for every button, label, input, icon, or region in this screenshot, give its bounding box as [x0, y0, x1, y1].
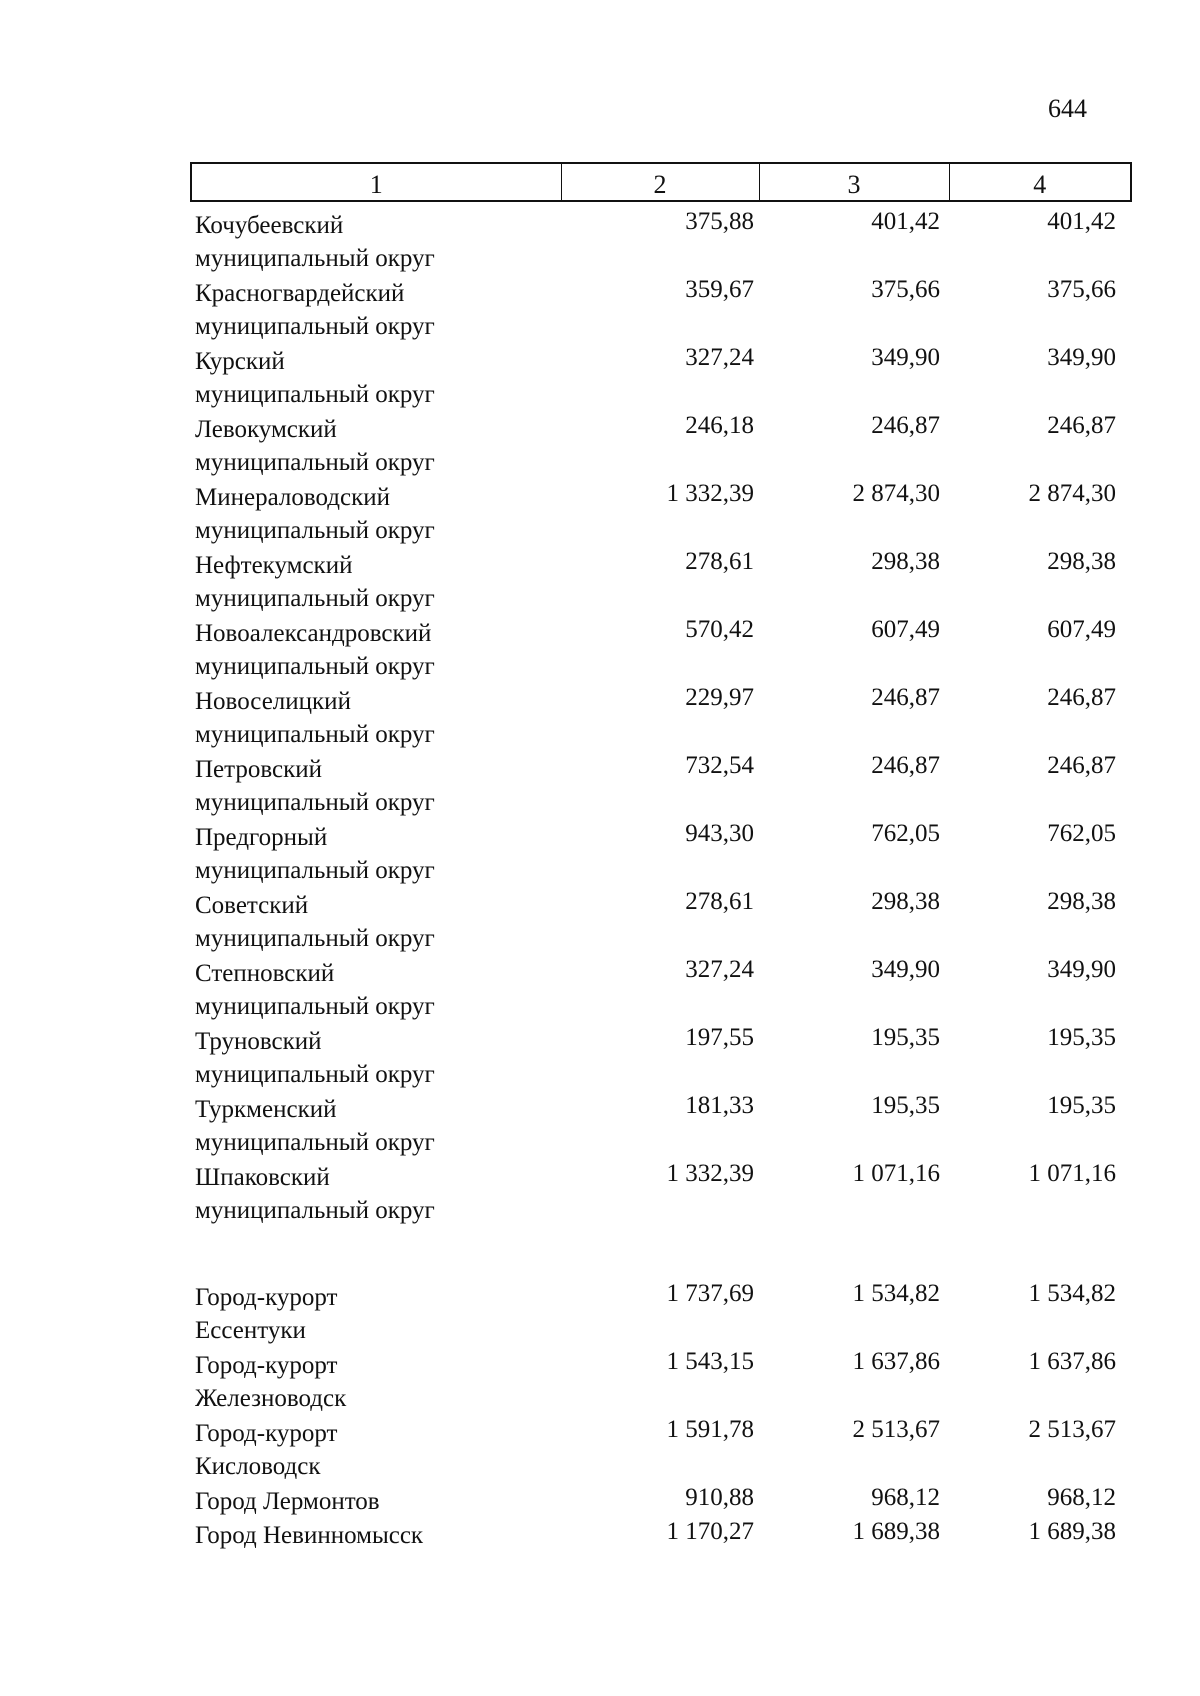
row-name-line: муниципальный округ: [195, 993, 435, 1020]
value-col-2: 327,24: [685, 956, 754, 983]
row-name-line: Ессентуки: [195, 1317, 306, 1344]
column-header-1: 1: [191, 163, 561, 201]
table-row: [0, 747, 1200, 815]
column-header-table: [190, 162, 1132, 202]
value-col-4: 401,42: [1047, 208, 1116, 235]
value-col-2: 1 170,27: [666, 1518, 754, 1545]
value-col-3: 195,35: [871, 1092, 940, 1119]
table-row: [0, 815, 1200, 883]
value-col-2: 1 737,69: [666, 1280, 754, 1307]
row-name-line: Город-курорт: [195, 1420, 338, 1447]
value-col-2: 1 332,39: [666, 480, 754, 507]
value-col-4: 246,87: [1047, 412, 1116, 439]
value-col-3: 2 874,30: [852, 480, 940, 507]
row-name-line: муниципальный округ: [195, 1061, 435, 1088]
row-name-line: Курский: [195, 348, 285, 375]
value-col-4: 1 534,82: [1028, 1280, 1116, 1307]
table-row: [0, 1479, 1200, 1513]
value-col-3: 195,35: [871, 1024, 940, 1051]
table-row: [0, 1411, 1200, 1479]
row-name-line: Предгорный: [195, 824, 328, 851]
value-col-4: 246,87: [1047, 684, 1116, 711]
value-col-4: 195,35: [1047, 1092, 1116, 1119]
row-name: [195, 1519, 615, 1552]
row-name-line: Труновский: [195, 1028, 322, 1055]
row-name-line: муниципальный округ: [195, 449, 435, 476]
value-col-4: 2 513,67: [1028, 1416, 1116, 1443]
value-col-2: 278,61: [685, 548, 754, 575]
row-name-line: Минераловодский: [195, 484, 391, 511]
value-col-2: 327,24: [685, 344, 754, 371]
row-name-line: муниципальный округ: [195, 857, 435, 884]
value-col-4: 298,38: [1047, 888, 1116, 915]
row-name-line: Город-курорт: [195, 1352, 338, 1379]
row-name-line: муниципальный округ: [195, 1197, 435, 1224]
value-col-2: 278,61: [685, 888, 754, 915]
value-col-3: 968,12: [871, 1484, 940, 1511]
row-name-line: муниципальный округ: [195, 789, 435, 816]
table-row: [0, 407, 1200, 475]
value-col-4: 1 071,16: [1028, 1160, 1116, 1187]
row-name-line: Новоселицкий: [195, 688, 351, 715]
value-col-3: 401,42: [871, 208, 940, 235]
column-header-4: 4: [949, 163, 1131, 201]
value-col-3: 298,38: [871, 548, 940, 575]
row-name: [195, 345, 615, 411]
table-row: [0, 679, 1200, 747]
column-header-3: 3: [759, 163, 949, 201]
row-name-line: Красногвардейский: [195, 280, 405, 307]
value-col-4: 195,35: [1047, 1024, 1116, 1051]
row-name-line: муниципальный округ: [195, 721, 435, 748]
row-name: [195, 1349, 615, 1415]
row-name-line: Новоалександровский: [195, 620, 432, 647]
value-col-2: 910,88: [685, 1484, 754, 1511]
value-col-3: 1 637,86: [852, 1348, 940, 1375]
row-name: [195, 277, 615, 343]
row-name-line: Нефтекумский: [195, 552, 353, 579]
row-name: [195, 889, 615, 955]
value-col-2: 943,30: [685, 820, 754, 847]
row-name: [195, 957, 615, 1023]
value-col-4: 298,38: [1047, 548, 1116, 575]
value-col-4: 2 874,30: [1028, 480, 1116, 507]
row-name-line: муниципальный округ: [195, 245, 435, 272]
value-col-2: 1 332,39: [666, 1160, 754, 1187]
value-col-4: 349,90: [1047, 956, 1116, 983]
row-name-line: Город Лермонтов: [195, 1488, 380, 1515]
table-row: [0, 1019, 1200, 1087]
value-col-2: 246,18: [685, 412, 754, 439]
row-name-line: муниципальный округ: [195, 653, 435, 680]
row-name-line: муниципальный округ: [195, 313, 435, 340]
value-col-2: 181,33: [685, 1092, 754, 1119]
table-row: [0, 203, 1200, 271]
table-row: [0, 611, 1200, 679]
row-name-line: Кисловодск: [195, 1453, 321, 1480]
table-row: [0, 1275, 1200, 1343]
column-header-2: 2: [561, 163, 759, 201]
table-row: [0, 1155, 1200, 1223]
page-number: 644: [1048, 94, 1087, 123]
row-name: [195, 617, 615, 683]
row-name: [195, 685, 615, 751]
value-col-3: 607,49: [871, 616, 940, 643]
value-col-3: 298,38: [871, 888, 940, 915]
value-col-3: 246,87: [871, 684, 940, 711]
table-row: [0, 1343, 1200, 1411]
value-col-4: 349,90: [1047, 344, 1116, 371]
value-col-3: 1 534,82: [852, 1280, 940, 1307]
value-col-3: 349,90: [871, 344, 940, 371]
table-row: [0, 883, 1200, 951]
table-row: [0, 543, 1200, 611]
value-col-2: 197,55: [685, 1024, 754, 1051]
value-col-4: 246,87: [1047, 752, 1116, 779]
row-name: [195, 209, 615, 275]
row-name: [195, 549, 615, 615]
table-body: [0, 203, 1200, 1547]
table-row: [0, 271, 1200, 339]
row-name-line: муниципальный округ: [195, 925, 435, 952]
row-name-line: Туркменский: [195, 1096, 337, 1123]
row-name-line: Город Невинномысск: [195, 1522, 424, 1549]
row-name: [195, 1281, 615, 1347]
value-col-3: 2 513,67: [852, 1416, 940, 1443]
value-col-4: 968,12: [1047, 1484, 1116, 1511]
row-name-line: Советский: [195, 892, 309, 919]
row-name-line: муниципальный округ: [195, 517, 435, 544]
value-col-4: 607,49: [1047, 616, 1116, 643]
value-col-2: 229,97: [685, 684, 754, 711]
table-row: [0, 1513, 1200, 1547]
row-name: [195, 821, 615, 887]
row-name-line: Левокумский: [195, 416, 337, 443]
value-col-2: 732,54: [685, 752, 754, 779]
value-col-3: 246,87: [871, 412, 940, 439]
value-col-3: 1 689,38: [852, 1518, 940, 1545]
row-name-line: муниципальный округ: [195, 1129, 435, 1156]
value-col-2: 1 591,78: [666, 1416, 754, 1443]
row-name: [195, 1417, 615, 1483]
table-row: [0, 475, 1200, 543]
row-name: [195, 481, 615, 547]
value-col-4: 1 689,38: [1028, 1518, 1116, 1545]
value-col-3: 1 071,16: [852, 1160, 940, 1187]
row-name: [195, 753, 615, 819]
value-col-2: 359,67: [685, 276, 754, 303]
row-name: [195, 1161, 615, 1227]
value-col-2: 570,42: [685, 616, 754, 643]
value-col-4: 762,05: [1047, 820, 1116, 847]
value-col-3: 349,90: [871, 956, 940, 983]
value-col-2: 1 543,15: [666, 1348, 754, 1375]
table-row: [0, 951, 1200, 1019]
value-col-4: 1 637,86: [1028, 1348, 1116, 1375]
row-name: [195, 1093, 615, 1159]
row-name-line: муниципальный округ: [195, 585, 435, 612]
row-name-line: муниципальный округ: [195, 381, 435, 408]
value-col-3: 375,66: [871, 276, 940, 303]
row-name: [195, 413, 615, 479]
table-row: [0, 1087, 1200, 1155]
row-name-line: Город-курорт: [195, 1284, 338, 1311]
row-name-line: Железноводск: [195, 1385, 347, 1412]
row-name-line: Петровский: [195, 756, 323, 783]
value-col-4: 375,66: [1047, 276, 1116, 303]
table-row: [0, 339, 1200, 407]
row-name: [195, 1025, 615, 1091]
value-col-2: 375,88: [685, 208, 754, 235]
row-name-line: Степновский: [195, 960, 335, 987]
value-col-3: 762,05: [871, 820, 940, 847]
row-name-line: Шпаковский: [195, 1164, 330, 1191]
value-col-3: 246,87: [871, 752, 940, 779]
row-name-line: Кочубеевский: [195, 212, 344, 239]
